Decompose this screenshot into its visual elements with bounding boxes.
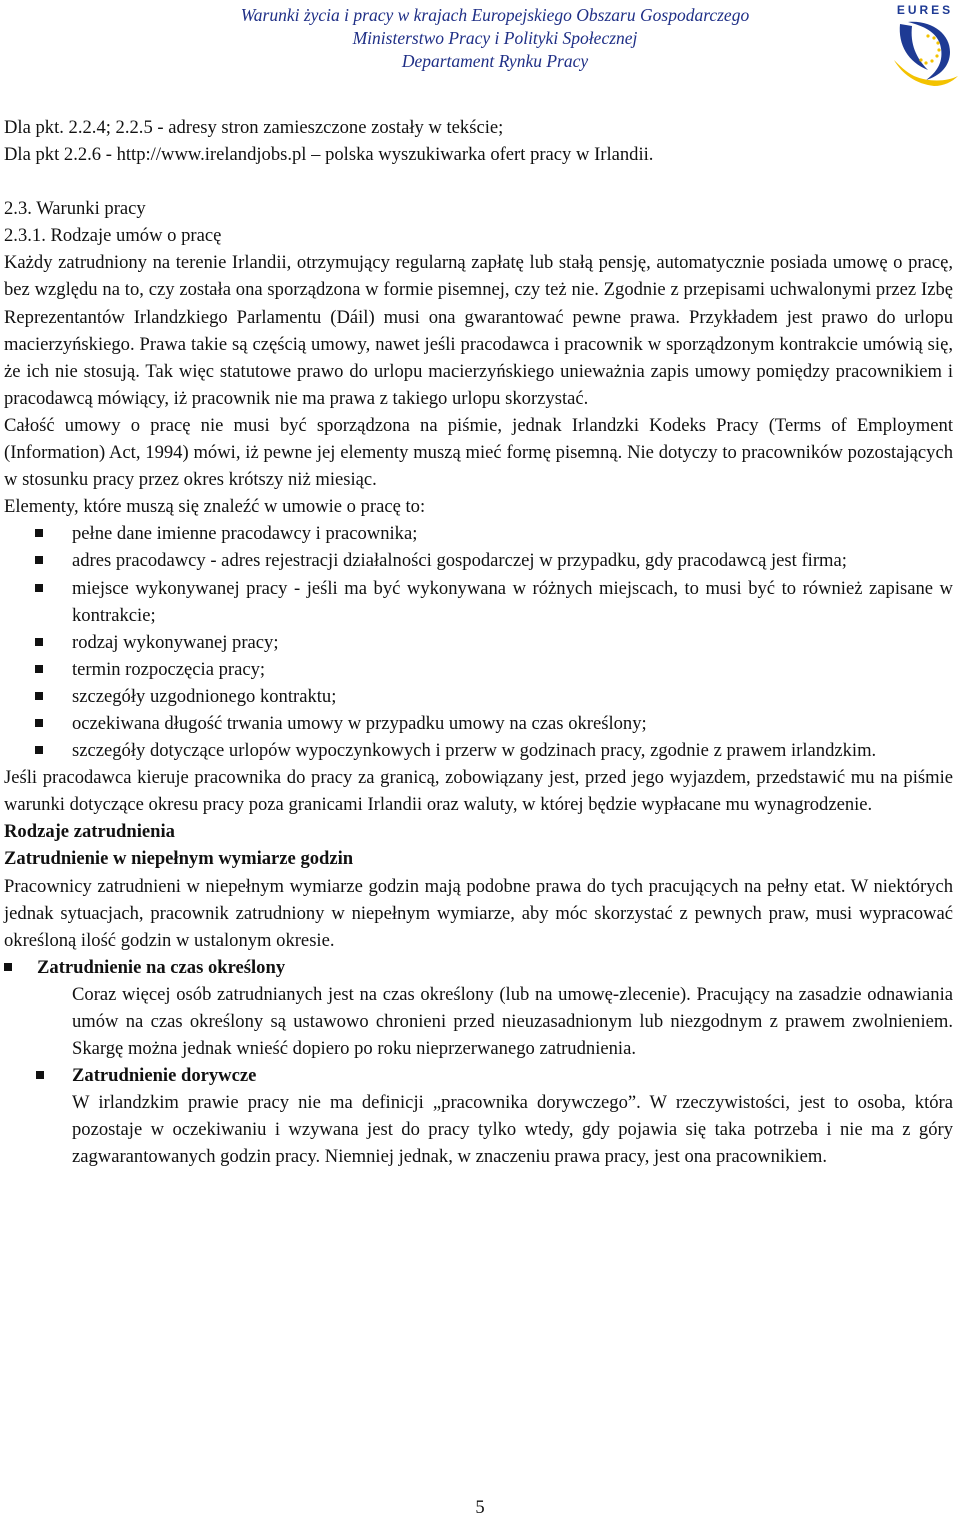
list-item: pełne dane imienne pracodawcy i pracownika; (4, 520, 953, 547)
list-item: rodzaj wykonywanej pracy; (4, 629, 953, 656)
paragraph-written-form: Całość umowy o pracę nie musi być sporządzona na piśmie, jednak Irlandzki Kodeks Pracy (Terms of Employment (Information) Act, 1994) mówi, iż pewne jej elementy muszą mieć formę pisemną. Nie dotyczy to pracowników pozostających w stosunku pracy przez okres krótszy niż miesiąc. (4, 414, 953, 491)
irelandjobs-link[interactable]: http://www.irelandjobs.pl (116, 144, 307, 166)
header-line-3: Departament Rynku Pracy (401, 51, 589, 71)
fixed-term-heading: Zatrudnienie na czas określony (4, 954, 953, 981)
header-line-2: Ministerstwo Pracy i Polityki Społecznej (352, 28, 638, 48)
header-text (190, 4, 800, 73)
section-subtitle: 2.3.1. Rodzaje umów o pracę (4, 225, 222, 247)
document-body (4, 114, 953, 1171)
contract-elements-list (4, 520, 953, 764)
paragraph-abroad: Jeśli pracodawca kieruje pracownika do pracy za granicą, zobowiązany jest, przed jego wyjazdem, przedstawić mu na piśmie warunki dotyczące okresu pracy poza granicami Irlandii oraz waluty, w której będzie wypłacane mu wynagrodzenie. (4, 767, 953, 816)
header-line-1: Warunki życia i pracy w krajach Europejskiego Obszaru Gospodarczego (240, 5, 750, 25)
part-time-text: Pracownicy zatrudnieni w niepełnym wymiarze godzin mają podobne prawa do tych pracujących na pełny etat. W niektórych jednak sytuacjach, pracownik zatrudniony w niepełnym wymiarze, aby móc skorzystać z pewnych praw, musi wypracować określoną ilość godzin w ustalonym okresie. (4, 875, 953, 951)
page-header (0, 0, 960, 88)
list-item: szczegóły uzgodnionego kontraktu; (4, 683, 953, 710)
section-title: 2.3. Warunki pracy (4, 198, 146, 220)
list-item: termin rozpoczęcia pracy; (4, 656, 953, 683)
list-item: miejsce wykonywanej pracy - jeśli ma być wykonywana w różnych miejscach, to musi być to również zapisane w kontrakcie; (4, 575, 953, 629)
fixed-term-text: Coraz więcej osób zatrudnianych jest na czas określony (lub na umowę-zlecenie). Pracujący na zasadzie odnawiania umów na czas określony są ustawowo chronieni przed nieuzasadnionym lub niezgodnym z prawem zwolnieniem. Skargę można jednak wnieść dopiero po roku nieprzerwanego zatrudnienia. (72, 983, 953, 1060)
casual-heading: Zatrudnienie dorywcze (4, 1062, 953, 1089)
eures-logo (888, 0, 960, 88)
list-intro: Elementy, które muszą się znaleźć w umowie o pracę to: (4, 496, 426, 518)
list-item: szczegóły dotyczące urlopów wypoczynkowych i przerw w godzinach pracy, zgodnie z prawem irlandzkim. (4, 737, 953, 764)
intro-line-2 (4, 141, 953, 168)
list-item: adres pracodawcy - adres rejestracji działalności gospodarczej w przypadku, gdy pracodawcą jest firma; (4, 547, 953, 574)
svg-text:EURES: EURES (896, 3, 954, 17)
list-item: oczekiwana długość trwania umowy w przypadku umowy na czas określony; (4, 710, 953, 737)
paragraph-contract: Każdy zatrudniony na terenie Irlandii, otrzymujący regularną zapłatę lub stałą pensję, automatycznie posiada umowę o pracę, bez względu na to, czy została ona sporządzona w formie pisemnej, czy też nie. Zgodnie z przepisami uchwalonymi przez Izbę Reprezentantów Irlandzkiego Parlamentu (Dáil) musi ona gwarantować pewne prawa. Przykładem jest prawo do urlopu macierzyńskiego. Prawa takie są częścią umowy, nawet jeśli pracodawca i pracownik w sporządzonym kontrakcie umówią się, że ich nie stosują. Tak więc statutowe prawo do urlopu macierzyńskiego unieważnia zapis umowy pomiędzy pracownikiem i pracodawcą mówiący, iż pracownik nie ma prawa z takiego urlopu skorzystać. (4, 252, 953, 409)
page-number: 5 (475, 1497, 485, 1518)
part-time-heading: Zatrudnienie w niepełnym wymiarze godzin (4, 848, 354, 870)
intro-line-1: Dla pkt. 2.2.4; 2.2.5 - adresy stron zamieszczone zostały w tekście; (4, 117, 504, 138)
employment-types-heading: Rodzaje zatrudnienia (4, 821, 175, 843)
casual-text: W irlandzkim prawie pracy nie ma definicji „pracownika dorywczego”. W rzeczywistości, jest to osoba, która pozostaje w oczekiwaniu i wzywana jest do pracy tylko wtedy, gdy pojawia się taka potrzeba i nie ma z góry zagwarantowanych godzin pracy. Niemniej jednak, w znaczeniu prawa pracy, jest ona pracownikiem. (72, 1092, 953, 1168)
intro-line-2-prefix: Dla pkt 2.2.6 - (4, 144, 117, 166)
intro-line-2-suffix: – polska wyszukiwarka ofert pracy w Irlandii. (306, 144, 654, 166)
spacer (4, 168, 953, 195)
